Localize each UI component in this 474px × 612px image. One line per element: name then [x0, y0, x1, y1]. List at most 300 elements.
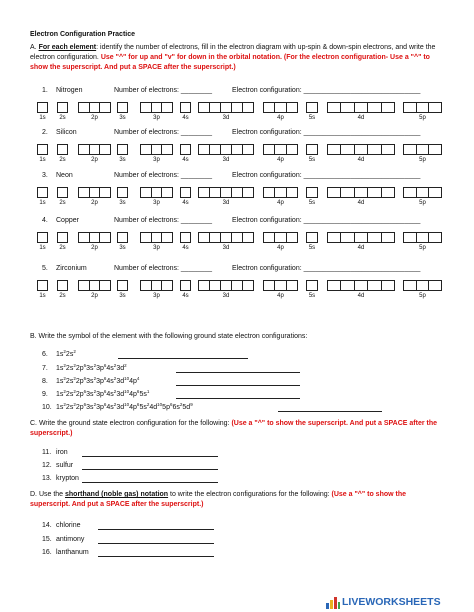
- orbital-label: 1s: [39, 293, 46, 299]
- orbital-cell[interactable]: [100, 145, 110, 154]
- orbital-cell[interactable]: [58, 188, 67, 197]
- orbital-cell[interactable]: [38, 145, 47, 154]
- orbital-label: 2s: [59, 200, 66, 206]
- orbital-cell[interactable]: [58, 145, 67, 154]
- orbital-label: 1s: [39, 115, 46, 121]
- orbital-box-3s[interactable]: [117, 232, 128, 243]
- orbital-cell[interactable]: [368, 188, 381, 197]
- orbital-cell[interactable]: [152, 233, 163, 242]
- element-number: 1.: [42, 87, 48, 94]
- orbital-box-1s[interactable]: [37, 280, 48, 291]
- orbital-label: 2p: [91, 200, 98, 206]
- orbital-cell[interactable]: [79, 188, 90, 197]
- orbital-label: 1s: [39, 157, 46, 163]
- orbital-cell[interactable]: [287, 145, 297, 154]
- question-number: 7.: [42, 365, 48, 372]
- orbital-cell[interactable]: [100, 188, 110, 197]
- section-d-prefix: D. Use the: [30, 491, 66, 498]
- section-a-bold: For each element: [38, 44, 97, 51]
- orbital-cell[interactable]: [210, 281, 221, 290]
- orbital-cell[interactable]: [429, 233, 441, 242]
- num-electrons-label[interactable]: Number of electrons: ________: [114, 87, 213, 94]
- orbital-box-2p[interactable]: [78, 144, 111, 155]
- orbital-box-1s[interactable]: [37, 102, 48, 113]
- orbital-cell[interactable]: [355, 233, 368, 242]
- question-number: 6.: [42, 351, 48, 358]
- config-question-6: [42, 350, 76, 359]
- orbital-cell[interactable]: [368, 281, 381, 290]
- gs-question-11: [42, 448, 68, 457]
- orbital-cell[interactable]: [181, 281, 190, 290]
- orbital-box-2s[interactable]: [57, 232, 68, 243]
- orbital-box-3s[interactable]: [117, 144, 128, 155]
- orbital-cell[interactable]: [328, 145, 341, 154]
- orbital-cell[interactable]: [355, 281, 368, 290]
- orbital-label: 5s: [308, 200, 316, 206]
- orbital-label: 5s: [308, 293, 316, 299]
- orbital-cell[interactable]: [38, 188, 47, 197]
- orbital-cell[interactable]: [275, 281, 286, 290]
- orbital-cell[interactable]: [221, 103, 232, 112]
- orbital-cell[interactable]: [90, 233, 101, 242]
- orbital-label: 3d: [222, 293, 230, 299]
- orbital-cell[interactable]: [417, 233, 430, 242]
- element-name: Zirconium: [56, 265, 87, 272]
- orbital-label: 3p: [153, 200, 160, 206]
- orbital-cell[interactable]: [417, 281, 430, 290]
- orbital-box-2p[interactable]: [78, 187, 111, 198]
- orbital-label: 1s: [39, 200, 46, 206]
- footer-brand: LIVEWORKSHEETS: [342, 596, 441, 608]
- orbital-cell[interactable]: [90, 188, 101, 197]
- answer-blank[interactable]: [98, 522, 214, 530]
- orbital-cell[interactable]: [181, 188, 190, 197]
- orbital-cell[interactable]: [307, 281, 317, 290]
- orbital-box-2s[interactable]: [57, 144, 68, 155]
- orbital-cell[interactable]: [199, 145, 210, 154]
- num-electrons-label[interactable]: Number of electrons: ________: [114, 172, 213, 179]
- orbital-label: 2p: [91, 293, 98, 299]
- orbital-cell[interactable]: [152, 145, 163, 154]
- question-number: 8.: [42, 378, 48, 385]
- orbital-cell[interactable]: [429, 281, 441, 290]
- orbital-label: 4d: [357, 157, 365, 163]
- num-electrons-label[interactable]: Number of electrons: ________: [114, 265, 213, 272]
- orbital-cell[interactable]: [58, 281, 67, 290]
- orbital-box-2p[interactable]: [78, 280, 111, 291]
- orbital-cell[interactable]: [221, 233, 232, 242]
- gs-question-12: [42, 461, 73, 470]
- orbital-label: 1s: [39, 245, 46, 251]
- orbital-box-4d[interactable]: [327, 280, 395, 291]
- section-b-heading: B. Write the symbol of the element with the following ground state electron configurations:: [30, 333, 308, 340]
- answer-blank[interactable]: [82, 462, 218, 470]
- orbital-box-4s[interactable]: [180, 102, 191, 113]
- orbital-cell[interactable]: [100, 281, 110, 290]
- orbital-cell[interactable]: [328, 233, 341, 242]
- orbital-label: 4p: [277, 245, 284, 251]
- section-d-text: to write the electron configurations for the following:: [168, 491, 332, 498]
- orbital-box-3d[interactable]: [198, 187, 254, 198]
- orbital-box-5p[interactable]: [403, 232, 442, 243]
- orbital-cell[interactable]: [287, 281, 297, 290]
- orbital-box-4p[interactable]: [263, 187, 298, 198]
- orbital-box-4d[interactable]: [327, 232, 395, 243]
- orbital-box-3s[interactable]: [117, 102, 128, 113]
- answer-blank[interactable]: [98, 536, 214, 544]
- orbital-label: 3s: [119, 200, 126, 206]
- orbital-box-1s[interactable]: [37, 144, 48, 155]
- orbital-cell[interactable]: [368, 233, 381, 242]
- orbital-cell[interactable]: [307, 145, 317, 154]
- section-a-instructions: [30, 43, 446, 73]
- orbital-cell[interactable]: [118, 145, 127, 154]
- liveworksheets-logo-icon: [326, 597, 340, 609]
- shorthand-question-16: [42, 548, 89, 557]
- orbital-label: 3p: [153, 293, 160, 299]
- orbital-cell[interactable]: [58, 233, 67, 242]
- orbital-cell[interactable]: [417, 145, 430, 154]
- orbital-cell[interactable]: [243, 281, 253, 290]
- question-number: 16.: [42, 549, 52, 556]
- question-number: 12.: [42, 462, 52, 469]
- orbital-cell[interactable]: [341, 281, 354, 290]
- electron-config-label[interactable]: Electron configuration: ______________________________: [232, 129, 421, 136]
- footer: [0, 592, 474, 612]
- orbital-cell[interactable]: [221, 188, 232, 197]
- answer-blank[interactable]: [82, 475, 218, 483]
- question-number: 14.: [42, 522, 52, 529]
- element-name: Silicon: [56, 129, 77, 136]
- orbital-cell[interactable]: [221, 281, 232, 290]
- config-question-9: [42, 390, 149, 399]
- orbital-box-4s[interactable]: [180, 144, 191, 155]
- electron-config-label[interactable]: Electron configuration: ______________________________: [232, 87, 421, 94]
- question-number: 11.: [42, 449, 52, 456]
- orbital-label: 3s: [119, 245, 126, 251]
- orbital-cell[interactable]: [58, 103, 67, 112]
- orbital-label: 5p: [419, 200, 426, 206]
- answer-blank[interactable]: [176, 378, 300, 386]
- orbital-cell[interactable]: [141, 281, 152, 290]
- orbital-cell[interactable]: [404, 281, 417, 290]
- orbital-cell[interactable]: [429, 188, 441, 197]
- orbital-cell[interactable]: [152, 188, 163, 197]
- orbital-cell[interactable]: [210, 145, 221, 154]
- orbital-cell[interactable]: [417, 188, 430, 197]
- orbital-cell[interactable]: [118, 103, 127, 112]
- num-electrons-label[interactable]: Number of electrons: ________: [114, 129, 213, 136]
- question-number: 9.: [42, 391, 48, 398]
- orbital-cell[interactable]: [355, 103, 368, 112]
- orbital-cell[interactable]: [199, 233, 210, 242]
- orbital-box-2s[interactable]: [57, 187, 68, 198]
- orbital-cell[interactable]: [307, 188, 317, 197]
- element-question-3: [42, 171, 420, 180]
- orbital-label: 5p: [419, 293, 426, 299]
- orbital-box-4p[interactable]: [263, 232, 298, 243]
- orbital-label: 3p: [153, 245, 160, 251]
- orbital-cell[interactable]: [199, 103, 210, 112]
- orbital-cell[interactable]: [210, 103, 221, 112]
- orbital-box-4d[interactable]: [327, 102, 395, 113]
- orbital-cell[interactable]: [79, 233, 90, 242]
- element-number: 4.: [42, 217, 48, 224]
- orbital-label: 2p: [91, 157, 98, 163]
- orbital-label: 3d: [222, 200, 230, 206]
- orbital-cell[interactable]: [382, 145, 394, 154]
- orbital-label: 5p: [419, 157, 426, 163]
- orbital-cell[interactable]: [382, 233, 394, 242]
- orbital-cell[interactable]: [307, 103, 317, 112]
- orbital-label: 4d: [357, 293, 365, 299]
- element-name: Copper: [56, 217, 79, 224]
- orbital-label: 5s: [308, 115, 316, 121]
- orbital-cell[interactable]: [328, 281, 341, 290]
- orbital-box-5p[interactable]: [403, 144, 442, 155]
- orbital-cell[interactable]: [275, 103, 286, 112]
- orbital-cell[interactable]: [368, 145, 381, 154]
- orbital-cell[interactable]: [264, 281, 275, 290]
- orbital-box-5p[interactable]: [403, 187, 442, 198]
- shorthand-question-14: [42, 521, 81, 530]
- electron-config-label[interactable]: Electron configuration: ______________________________: [232, 172, 421, 179]
- element-name: antimony: [56, 536, 85, 543]
- orbital-cell[interactable]: [429, 103, 441, 112]
- orbital-box-5s[interactable]: [306, 187, 318, 198]
- orbital-cell[interactable]: [210, 188, 221, 197]
- orbital-cell[interactable]: [243, 233, 253, 242]
- orbital-cell[interactable]: [232, 281, 243, 290]
- orbital-box-3p[interactable]: [140, 187, 173, 198]
- orbital-cell[interactable]: [90, 103, 101, 112]
- orbital-cell[interactable]: [162, 188, 172, 197]
- orbital-cell[interactable]: [141, 233, 152, 242]
- orbital-cell[interactable]: [232, 188, 243, 197]
- orbital-cell[interactable]: [38, 281, 47, 290]
- orbital-cell[interactable]: [429, 145, 441, 154]
- orbital-box-3p[interactable]: [140, 232, 173, 243]
- orbital-label: 4s: [182, 157, 189, 163]
- page-title: Electron Configuration Practice: [30, 31, 136, 38]
- orbital-box-5s[interactable]: [306, 102, 318, 113]
- orbital-label: 2s: [59, 245, 66, 251]
- element-name: lanthanum: [56, 549, 89, 556]
- orbital-cell[interactable]: [79, 145, 90, 154]
- orbital-box-2p[interactable]: [78, 232, 111, 243]
- section-d-heading: [30, 490, 446, 510]
- orbital-cell[interactable]: [404, 103, 417, 112]
- num-electrons-label[interactable]: Number of electrons: ________: [114, 217, 213, 224]
- element-name: Nitrogen: [56, 87, 83, 94]
- orbital-cell[interactable]: [287, 188, 297, 197]
- orbital-cell[interactable]: [221, 145, 232, 154]
- orbital-cell[interactable]: [275, 145, 286, 154]
- orbital-cell[interactable]: [307, 233, 317, 242]
- orbital-box-2s[interactable]: [57, 280, 68, 291]
- orbital-cell[interactable]: [118, 188, 127, 197]
- orbital-box-3s[interactable]: [117, 280, 128, 291]
- orbital-cell[interactable]: [118, 281, 127, 290]
- orbital-cell[interactable]: [199, 281, 210, 290]
- orbital-label: 4p: [277, 200, 284, 206]
- orbital-label: 3d: [222, 157, 230, 163]
- orbital-label: 4d: [357, 245, 365, 251]
- orbital-box-5p[interactable]: [403, 280, 442, 291]
- orbital-label: 5s: [308, 157, 316, 163]
- orbital-cell[interactable]: [368, 103, 381, 112]
- orbital-cell[interactable]: [243, 103, 253, 112]
- orbital-cell[interactable]: [287, 103, 297, 112]
- answer-blank[interactable]: [82, 449, 218, 457]
- orbital-cell[interactable]: [264, 103, 275, 112]
- orbital-cell[interactable]: [264, 145, 275, 154]
- orbital-box-2s[interactable]: [57, 102, 68, 113]
- orbital-cell[interactable]: [341, 145, 354, 154]
- orbital-box-5p[interactable]: [403, 102, 442, 113]
- orbital-cell[interactable]: [355, 145, 368, 154]
- orbital-cell[interactable]: [79, 103, 90, 112]
- orbital-label: 5s: [308, 245, 316, 251]
- orbital-label: 2p: [91, 245, 98, 251]
- orbital-box-3d[interactable]: [198, 102, 254, 113]
- orbital-cell[interactable]: [264, 188, 275, 197]
- orbital-box-3d[interactable]: [198, 144, 254, 155]
- orbital-box-3p[interactable]: [140, 102, 173, 113]
- orbital-label: 4p: [277, 293, 284, 299]
- orbital-label: 3p: [153, 157, 160, 163]
- answer-blank[interactable]: [278, 404, 382, 412]
- orbital-box-1s[interactable]: [37, 232, 48, 243]
- shorthand-question-15: [42, 535, 84, 544]
- orbital-label: 3s: [119, 157, 126, 163]
- orbital-box-3d[interactable]: [198, 232, 254, 243]
- orbital-cell[interactable]: [38, 103, 47, 112]
- orbital-cell[interactable]: [90, 145, 101, 154]
- electron-config-label[interactable]: Electron configuration: ______________________________: [232, 265, 421, 272]
- orbital-cell[interactable]: [38, 233, 47, 242]
- orbital-box-2p[interactable]: [78, 102, 111, 113]
- orbital-box-3s[interactable]: [117, 187, 128, 198]
- orbital-cell[interactable]: [341, 233, 354, 242]
- electron-config-label[interactable]: Electron configuration: ______________________________: [232, 217, 421, 224]
- orbital-cell[interactable]: [162, 233, 172, 242]
- orbital-cell[interactable]: [243, 188, 253, 197]
- orbital-box-3p[interactable]: [140, 144, 173, 155]
- config-question-10: [42, 403, 193, 412]
- orbital-box-4d[interactable]: [327, 144, 395, 155]
- orbital-cell[interactable]: [232, 103, 243, 112]
- orbital-cell[interactable]: [90, 281, 101, 290]
- orbital-box-5s[interactable]: [306, 280, 318, 291]
- orbital-cell[interactable]: [243, 145, 253, 154]
- orbital-cell[interactable]: [275, 188, 286, 197]
- orbital-cell[interactable]: [328, 103, 341, 112]
- orbital-label: 4s: [182, 200, 189, 206]
- orbital-cell[interactable]: [199, 188, 210, 197]
- orbital-box-4p[interactable]: [263, 102, 298, 113]
- orbital-label: 4d: [357, 115, 365, 121]
- orbital-cell[interactable]: [382, 103, 394, 112]
- orbital-cell[interactable]: [404, 233, 417, 242]
- orbital-cell[interactable]: [382, 281, 394, 290]
- orbital-cell[interactable]: [162, 145, 172, 154]
- orbital-cell[interactable]: [181, 233, 190, 242]
- orbital-cell[interactable]: [181, 145, 190, 154]
- orbital-cell[interactable]: [181, 103, 190, 112]
- orbital-box-5s[interactable]: [306, 232, 318, 243]
- orbital-cell[interactable]: [141, 145, 152, 154]
- orbital-box-4s[interactable]: [180, 187, 191, 198]
- orbital-label: 3d: [222, 245, 230, 251]
- orbital-box-4p[interactable]: [263, 144, 298, 155]
- orbital-cell[interactable]: [341, 188, 354, 197]
- orbital-cell[interactable]: [152, 103, 163, 112]
- config-text: $1s^22s^2$: [56, 349, 76, 358]
- orbital-cell[interactable]: [162, 281, 172, 290]
- config-question-8: [42, 377, 139, 386]
- orbital-cell[interactable]: [382, 188, 394, 197]
- orbital-cell[interactable]: [141, 103, 152, 112]
- orbital-cell[interactable]: [100, 233, 110, 242]
- config-text: $1s^22s^22p^63s^23p^64s^23d^{10}4p^65s^1$: [56, 389, 150, 398]
- element-name: krypton: [56, 475, 79, 482]
- element-name: iron: [56, 449, 68, 456]
- section-c-red-note: (Use a "^" to show the superscript. And put a SPACE after the superscript.): [30, 420, 438, 437]
- question-number: 10.: [42, 404, 52, 411]
- element-name: sulfur: [56, 462, 74, 469]
- orbital-cell[interactable]: [210, 233, 221, 242]
- element-question-4: [42, 216, 420, 225]
- orbital-cell[interactable]: [275, 233, 286, 242]
- orbital-box-4s[interactable]: [180, 280, 191, 291]
- orbital-cell[interactable]: [287, 233, 297, 242]
- orbital-cell[interactable]: [404, 188, 417, 197]
- orbital-box-1s[interactable]: [37, 187, 48, 198]
- answer-blank[interactable]: [98, 549, 214, 557]
- orbital-box-3p[interactable]: [140, 280, 173, 291]
- orbital-cell[interactable]: [232, 145, 243, 154]
- config-text: $1s^22s^22p^63s^23p^64s^23d^{10}4p^4$: [56, 376, 140, 385]
- orbital-cell[interactable]: [100, 103, 110, 112]
- orbital-cell[interactable]: [162, 103, 172, 112]
- section-a-text: : identify the number of electrons, fill in the electron diagram with up-spin & down-spin electrons, and write the electron configuration.: [30, 44, 436, 61]
- config-text: $1s^22s^22p^63s^23p^64s^23d^{10}4p^65s^24d^{10}5p^66s^25d^9$: [56, 402, 193, 411]
- orbital-box-5s[interactable]: [306, 144, 318, 155]
- orbital-box-3d[interactable]: [198, 280, 254, 291]
- answer-blank[interactable]: [176, 391, 300, 399]
- orbital-cell[interactable]: [152, 281, 163, 290]
- orbital-label: 2s: [59, 115, 66, 121]
- section-c-text: C. Write the ground state electron configuration for the following:: [30, 420, 232, 427]
- orbital-cell[interactable]: [264, 233, 275, 242]
- section-c-heading: [30, 419, 446, 439]
- orbital-cell[interactable]: [141, 188, 152, 197]
- orbital-box-4s[interactable]: [180, 232, 191, 243]
- answer-blank[interactable]: [118, 351, 248, 359]
- orbital-cell[interactable]: [417, 103, 430, 112]
- orbital-cell[interactable]: [118, 233, 127, 242]
- orbital-cell[interactable]: [79, 281, 90, 290]
- orbital-cell[interactable]: [355, 188, 368, 197]
- orbital-cell[interactable]: [232, 233, 243, 242]
- orbital-box-4p[interactable]: [263, 280, 298, 291]
- orbital-cell[interactable]: [404, 145, 417, 154]
- answer-blank[interactable]: [176, 365, 300, 373]
- orbital-box-4d[interactable]: [327, 187, 395, 198]
- orbital-cell[interactable]: [341, 103, 354, 112]
- orbital-cell[interactable]: [328, 188, 341, 197]
